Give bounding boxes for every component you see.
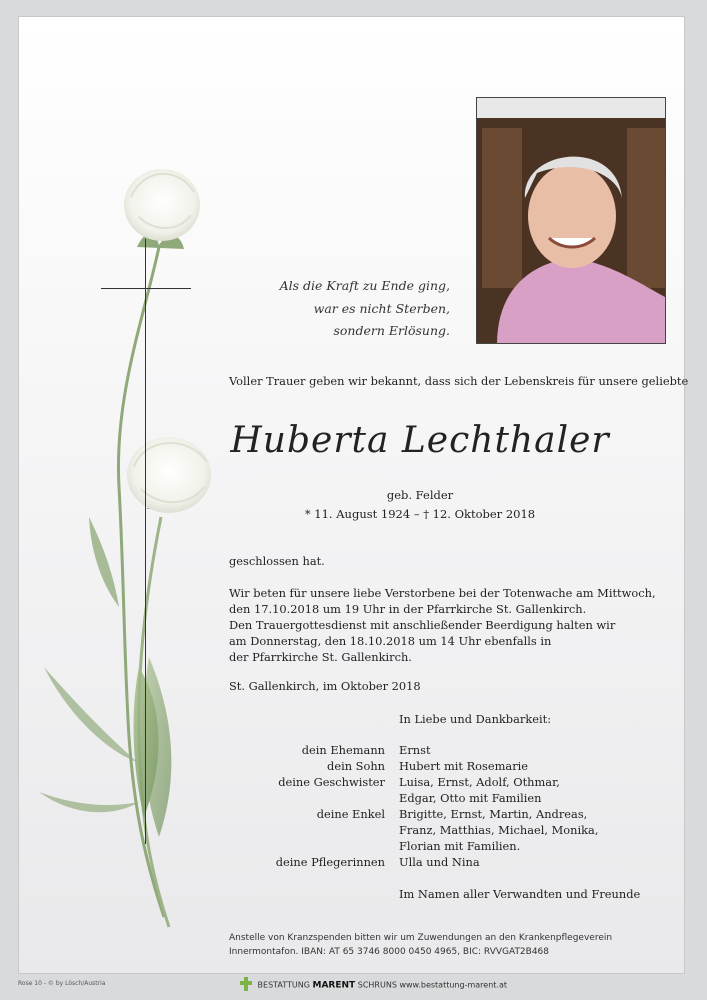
- rose-illustration: [19, 17, 249, 975]
- birth-name: geb. Felder: [386, 488, 454, 502]
- intro-text: Voller Trauer geben wir bekannt, dass sich der Lebenskreis für unsere geliebte: [229, 374, 689, 388]
- relatives-line: Im Namen aller Verwandten und Freunde: [399, 887, 641, 901]
- family-label: dein Ehemann: [301, 743, 385, 757]
- family-label: deine Enkel: [316, 807, 385, 821]
- service-paragraph: [229, 585, 656, 665]
- image-credit: Rose 10 - © by Lösch/Austria: [18, 980, 106, 987]
- cross-horizontal: [101, 288, 191, 289]
- donation-note: [229, 931, 612, 959]
- company-town: SCHRUNS: [357, 980, 397, 990]
- service-line: den 17.10.2018 um 19 Uhr in der Pfarrkirche St. Gallenkirch.: [229, 602, 587, 616]
- quote: [269, 275, 450, 343]
- service-line: Wir beten für unsere liebe Verstorbene bei der Totenwache am Mittwoch,: [229, 586, 656, 600]
- love-line: In Liebe und Dankbarkeit:: [399, 712, 552, 726]
- funeral-home: [240, 977, 507, 993]
- family-names: Brigitte, Ernst, Martin, Andreas,: [399, 807, 588, 821]
- portrait-photo: [476, 97, 666, 344]
- service-line: der Pfarrkirche St. Gallenkirch.: [229, 650, 412, 664]
- family-label: dein Sohn: [327, 759, 385, 773]
- cross-logo-icon: [240, 977, 252, 993]
- company-website[interactable]: www.bestattung-marent.at: [399, 980, 507, 990]
- family-names: Florian mit Familien.: [399, 839, 521, 853]
- cross-vertical: [145, 239, 146, 844]
- quote-line: sondern Erlösung.: [333, 323, 450, 338]
- family-names: Edgar, Otto mit Familien: [399, 791, 542, 805]
- family-names: Hubert mit Rosemarie: [399, 759, 529, 773]
- family-names: Ulla und Nina: [399, 855, 480, 869]
- life-dates: * 11. August 1924 – † 12. Oktober 2018: [304, 507, 536, 521]
- donation-line: Anstelle von Kranzspenden bitten wir um Zuwendungen an den Krankenpflegeverein: [229, 933, 613, 943]
- family-label: deine Pflegerinnen: [275, 855, 385, 869]
- company-name: MARENT: [312, 980, 356, 991]
- service-line: Den Trauergottesdienst mit anschließender Beerdigung halten wir: [229, 618, 616, 632]
- donation-line: Innermontafon. IBAN: AT 65 3746 8000 0450 4965, BIC: RVVGAT2B468: [229, 947, 550, 957]
- service-line: am Donnerstag, den 18.10.2018 um 14 Uhr ebenfalls in: [229, 634, 552, 648]
- deceased-name: Huberta Lechthaler: [230, 420, 610, 461]
- family-names: Franz, Matthias, Michael, Monika,: [399, 823, 599, 837]
- closed-text: geschlossen hat.: [229, 554, 325, 568]
- company-prefix: BESTATTUNG: [257, 980, 310, 990]
- family-names: Ernst: [399, 743, 431, 757]
- family-label: deine Geschwister: [278, 775, 385, 789]
- footer-bar: [0, 974, 707, 1000]
- quote-line: war es nicht Sterben,: [313, 300, 450, 316]
- family-names: Luisa, Ernst, Adolf, Othmar,: [399, 775, 560, 789]
- place-date: St. Gallenkirch, im Oktober 2018: [229, 679, 421, 693]
- quote-line: Als die Kraft zu Ende ging,: [279, 278, 450, 293]
